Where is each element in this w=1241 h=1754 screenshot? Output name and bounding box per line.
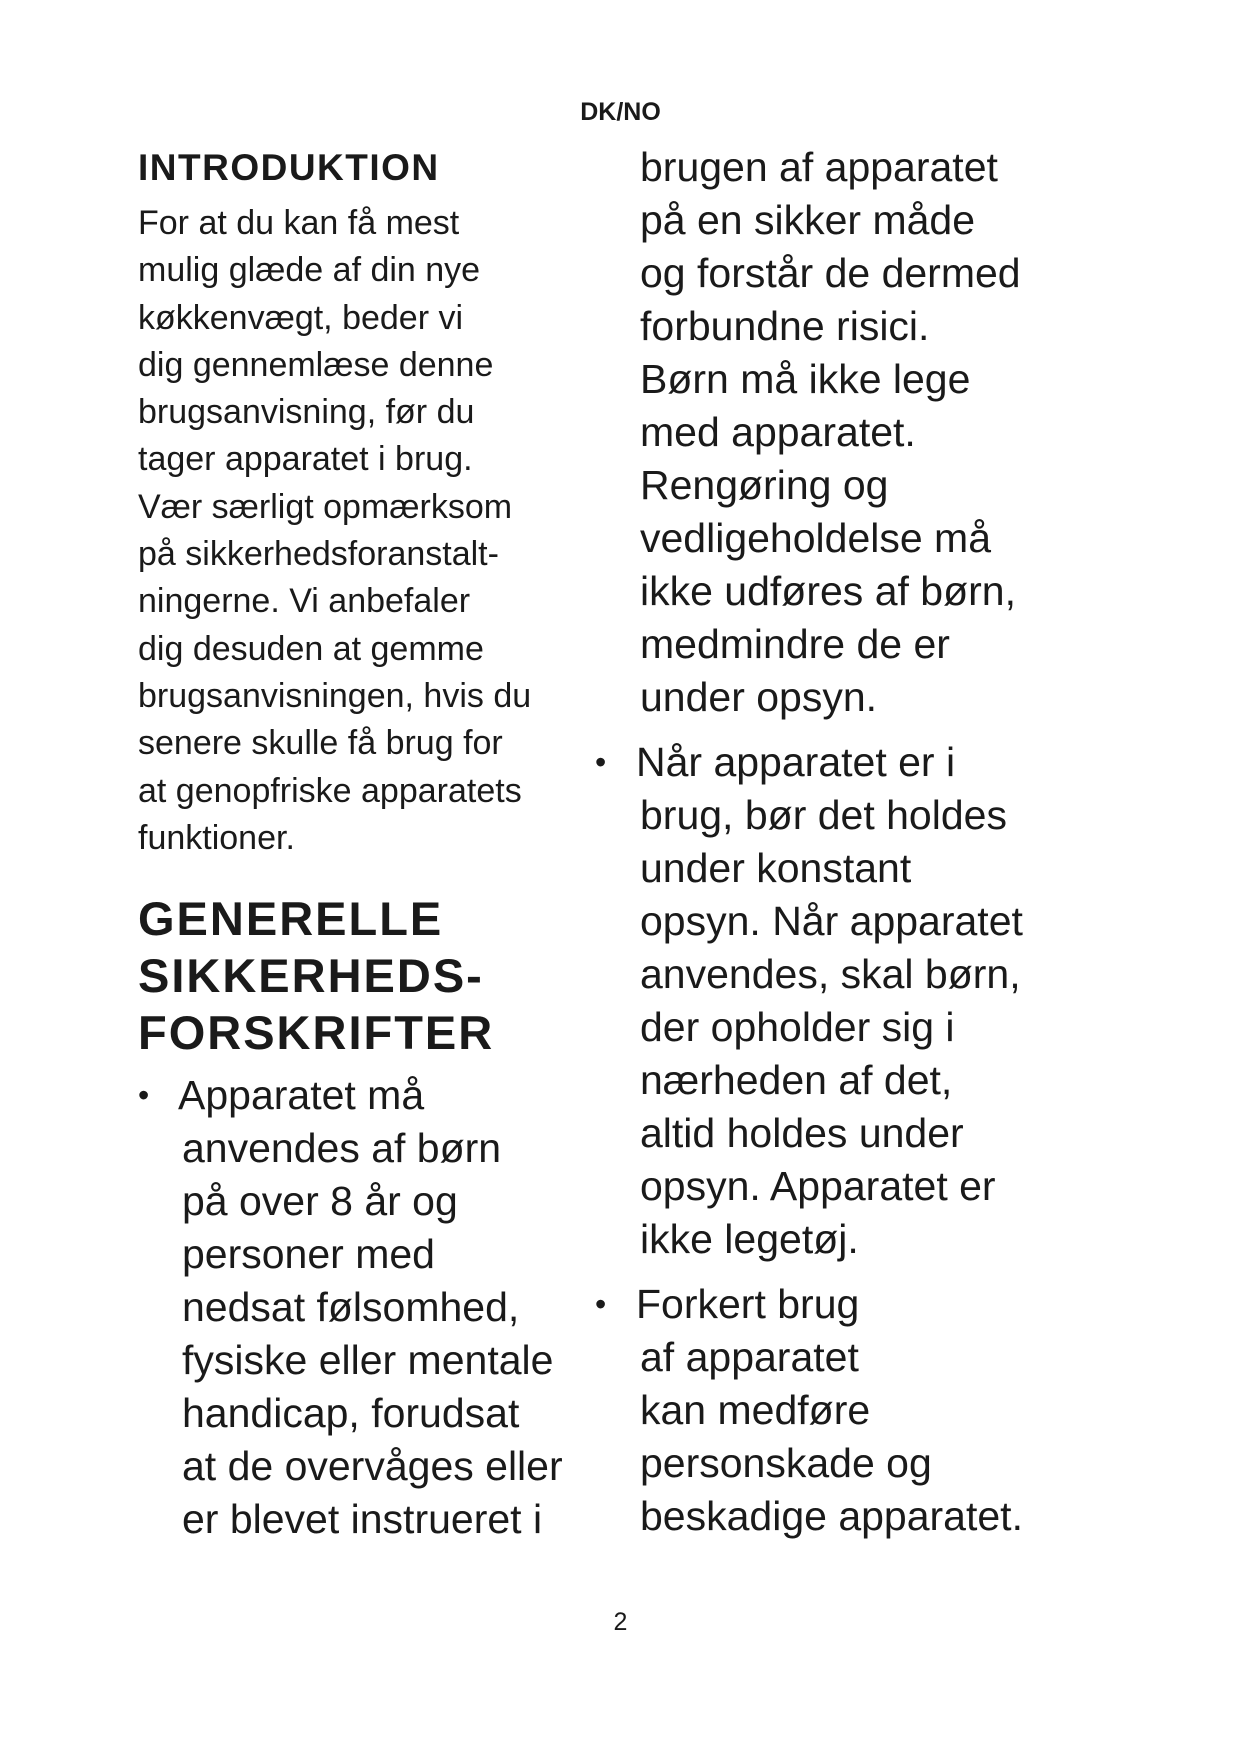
list-item-line: anvendes af børn	[182, 1125, 502, 1172]
intro-line: på sikkerhedsforanstalt-	[138, 535, 499, 574]
list-item-line: ikke legetøj.	[640, 1216, 859, 1262]
list-item-line: og forstår de dermed	[640, 250, 1021, 296]
list-item-line: under konstant	[640, 845, 912, 891]
intro-line: mulig glæde af din nye	[138, 251, 481, 290]
list-item-line: anvendes, skal børn,	[640, 951, 1021, 997]
safety-heading-line: FORSKRIFTER	[138, 1006, 495, 1060]
list-item-line: Børn må ikke lege	[640, 356, 971, 402]
bullet-icon: •	[138, 1077, 150, 1114]
list-item-line: af apparatet	[640, 1334, 859, 1380]
list-item-line: opsyn. Apparatet er	[640, 1163, 996, 1209]
intro-line: dig gennemlæse denne	[138, 345, 494, 384]
list-item-line: fysiske eller mentale	[182, 1337, 554, 1384]
list-item-line: på en sikker måde	[640, 197, 976, 243]
list-item-line: der opholder sig i	[640, 1004, 955, 1050]
page-number: 2	[613, 1608, 628, 1636]
safety-heading-line: SIKKERHEDS-	[138, 949, 484, 1003]
list-item-line: beskadige apparatet.	[640, 1493, 1023, 1539]
list-item-line: Rengøring og	[640, 462, 889, 508]
safety-item-children	[138, 1069, 618, 1546]
list-item-line: med apparatet.	[640, 409, 916, 455]
intro-line: senere skulle få brug for	[138, 724, 503, 763]
intro-line: at genopfriske apparatets	[138, 771, 522, 810]
intro-line: dig desuden at gemme	[138, 629, 484, 668]
list-item-line: nærheden af det,	[640, 1057, 953, 1103]
list-item-line: ikke udføres af børn,	[640, 568, 1016, 614]
list-item-line: kan medføre	[640, 1387, 871, 1433]
intro-line: funktioner.	[138, 818, 295, 857]
list-item-line: er blevet instrueret i	[182, 1496, 543, 1543]
intro-line: køkkenvægt, beder vi	[138, 298, 464, 337]
intro-line: tager apparatet i brug.	[138, 440, 473, 479]
bullet-icon: •	[595, 744, 607, 780]
left-column	[138, 146, 618, 1546]
list-item-line: at de overvåges eller	[182, 1443, 563, 1490]
introduction-paragraph	[138, 200, 618, 862]
list-item-line: nedsat følsomhed,	[182, 1284, 520, 1331]
intro-line: ningerne. Vi anbefaler	[138, 582, 471, 621]
list-item-line: brugen af apparatet	[640, 144, 998, 190]
language-header: DK/NO	[580, 98, 661, 126]
list-item-line: Forkert brug	[636, 1281, 860, 1327]
list-item-line: brug, bør det holdes	[640, 792, 1007, 838]
list-item-line: vedligeholdelse må	[640, 515, 992, 561]
list-item-line: handicap, forudsat	[182, 1390, 520, 1437]
safety-heading	[138, 890, 618, 1061]
safety-item-supervision	[595, 736, 1160, 1266]
safety-list	[138, 1069, 618, 1546]
list-item-line: Apparatet må	[178, 1072, 425, 1119]
list-item-line: altid holdes under	[640, 1110, 964, 1156]
list-item-line: forbundne risici.	[640, 303, 930, 349]
safety-heading-line: GENERELLE	[138, 892, 444, 946]
list-item-line: medmindre de er	[640, 621, 950, 667]
introduction-heading: INTRODUKTION	[138, 147, 440, 188]
list-item-line: på over 8 år og	[182, 1178, 458, 1225]
list-item-line: under opsyn.	[640, 674, 878, 720]
intro-line: brugsanvisning, før du	[138, 393, 475, 432]
bullet-icon: •	[595, 1286, 607, 1322]
intro-line: brugsanvisningen, hvis du	[138, 676, 532, 715]
list-item-line: Når apparatet er i	[636, 739, 956, 785]
intro-line: Vær særligt opmærksom	[138, 487, 513, 526]
safety-item-misuse	[595, 1278, 1160, 1543]
list-item-line: opsyn. Når apparatet	[640, 898, 1023, 944]
safety-list-continued	[595, 736, 1160, 1543]
safety-item-children-continued	[596, 141, 1160, 724]
right-column	[595, 141, 1160, 1543]
list-item-line: personer med	[182, 1231, 435, 1278]
intro-line: For at du kan få mest	[138, 204, 460, 242]
list-item-line: personskade og	[640, 1440, 932, 1486]
